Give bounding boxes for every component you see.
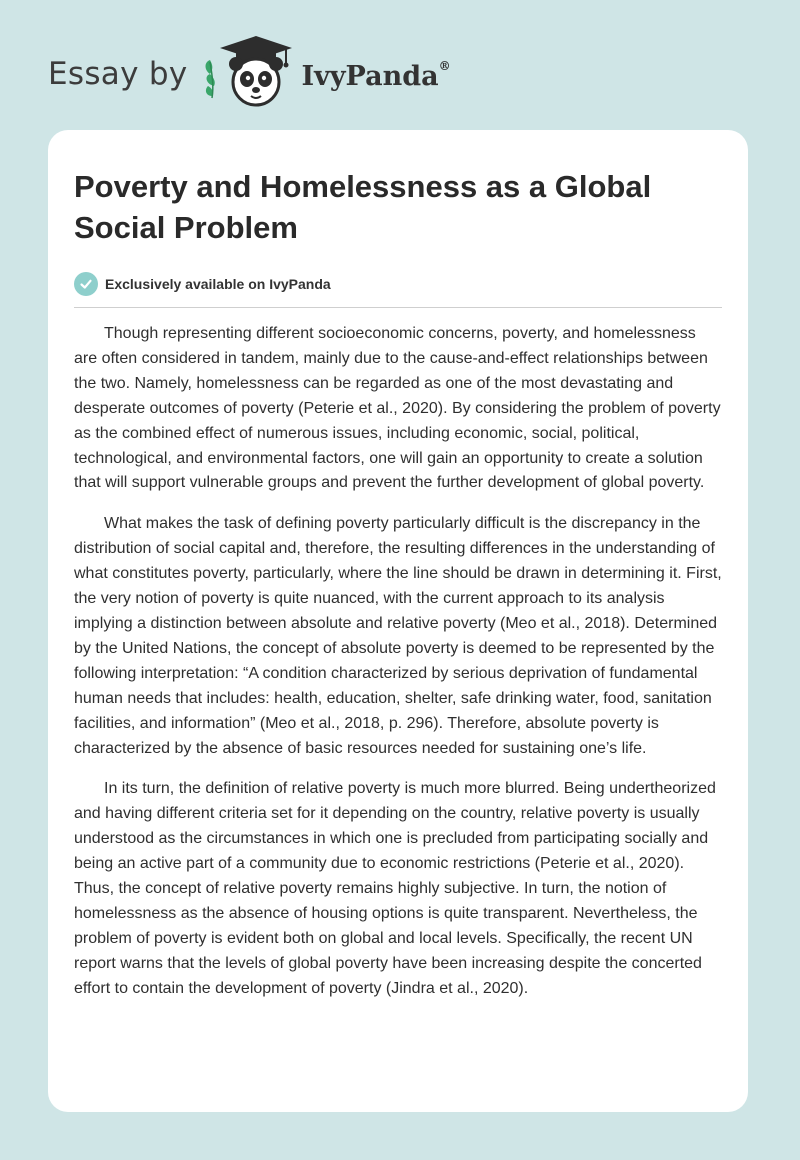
registered-mark: ® xyxy=(438,59,451,73)
brand-name: IvyPanda® xyxy=(301,59,451,92)
ivy-leaf-icon xyxy=(205,60,214,98)
essay-by-label: Essay by xyxy=(48,55,188,92)
ivypanda-logo[interactable] xyxy=(202,34,451,113)
exclusive-label: Exclusively available on IvyPanda xyxy=(105,276,331,292)
page-title: Poverty and Homelessness as a Global Social Problem xyxy=(74,169,652,245)
paragraph: Though representing different socioeconomic concerns, poverty, and homelessness are often considered in tandem, mainly due to the cause-and-effect relationships between the two. Namely, homelessness can be regarded as one of the most devastating and desperate outcomes of poverty (Peterie et al., 2020). By considering the problem of poverty as the combined effect of numerous issues, including economic, social, political, technological, and environmental factors, one will gain an opportunity to create a solution that will support vulnerable groups and prevent the further development of global poverty. xyxy=(74,325,721,492)
panda-logo-icon xyxy=(202,34,294,113)
essay-card xyxy=(48,130,748,1112)
site-header xyxy=(48,34,451,113)
paragraph: What makes the task of defining poverty particularly difficult is the discrepancy in the distribution of social capital and, therefore, the resulting differences in the understanding of what constitutes poverty, particularly, where the line should be drawn in determining it. First, the very notion of poverty is quite nuanced, with the current approach to its analysis implying a distinction between absolute and relative poverty (Meo et al., 2018). Determined by the United Nations, the concept of absolute poverty is deemed to be represented by the following interpretation: “A condition characterized by serious deprivation of fundamental human needs that includes: health, education, shelter, safe drinking water, food, sanitation facilities, and information” (Meo et al., 2018, p. 296). Therefore, absolute poverty is characterized by the absence of basic resources needed for sustaining one’s life. xyxy=(74,515,722,757)
exclusive-badge xyxy=(74,272,722,296)
essay-body xyxy=(74,322,722,1002)
checkmark-icon xyxy=(74,272,98,296)
divider xyxy=(74,307,722,308)
paragraph: In its turn, the definition of relative poverty is much more blurred. Being undertheorized and having different criteria set for it depending on the country, relative poverty is usually understood as the circumstances in which one is precluded from participating socially and being an active part of a community due to economic restrictions (Peterie et al., 2020). Thus, the concept of relative poverty remains highly subjective. In turn, the notion of homelessness as the absence of housing options is quite transparent. Nevertheless, the problem of poverty is evident both on global and local levels. Specifically, the recent UN report warns that the levels of global poverty have been increasing despite the concerted effort to contain the development of poverty (Jindra et al., 2020). xyxy=(74,780,716,997)
